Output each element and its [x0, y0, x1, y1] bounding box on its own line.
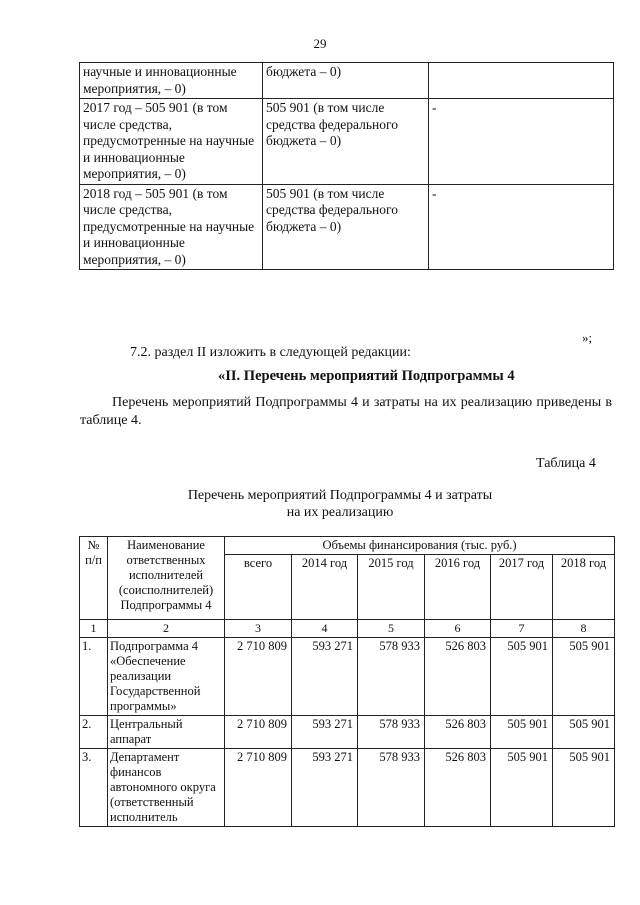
- table-cell: 505 901 (в том числе средства федерального бюджета – 0): [263, 99, 429, 185]
- value-cell: 578 933: [358, 749, 425, 827]
- value-cell: 505 901: [491, 749, 553, 827]
- table-cell: -: [429, 99, 614, 185]
- table-cell: [429, 63, 614, 99]
- value-cell: 526 803: [425, 716, 491, 749]
- table-cell: научные и инновационные мероприятия, – 0): [80, 63, 263, 99]
- value-cell: 593 271: [292, 749, 358, 827]
- value-cell: 593 271: [292, 638, 358, 716]
- col-header-total: всего: [225, 555, 292, 620]
- index-cell: 8: [553, 620, 615, 638]
- index-cell: 7: [491, 620, 553, 638]
- col-header-2017: 2017 год: [491, 555, 553, 620]
- table-title: [140, 487, 540, 521]
- value-cell: 526 803: [425, 749, 491, 827]
- value-cell: 578 933: [358, 638, 425, 716]
- table-cell: 505 901 (в том числе средства федерального бюджета – 0): [263, 184, 429, 270]
- value-cell: 505 901: [553, 638, 615, 716]
- col-header-number: № п/п: [80, 537, 108, 620]
- col-header-2015: 2015 год: [358, 555, 425, 620]
- body-paragraph: Перечень мероприятий Подпрограммы 4 и затраты на их реализацию приведены в таблице 4.: [80, 395, 612, 428]
- index-cell: 3: [225, 620, 292, 638]
- index-cell: 6: [425, 620, 491, 638]
- value-cell: 505 901: [491, 638, 553, 716]
- value-cell: 2 710 809: [225, 749, 292, 827]
- table-index-row: [80, 620, 615, 638]
- amendment-paragraph: 7.2. раздел II изложить в следующей редакции:: [130, 345, 411, 360]
- table-title-line: на их реализацию: [286, 505, 394, 520]
- row-name: Подпрограмма 4 «Обеспечение реализации Государственной программы»: [108, 638, 225, 716]
- row-number: 1.: [80, 638, 108, 716]
- table-title-line: Перечень мероприятий Подпрограммы 4 и затраты: [187, 488, 493, 503]
- col-header-2014: 2014 год: [292, 555, 358, 620]
- value-cell: 2 710 809: [225, 716, 292, 749]
- value-cell: 505 901: [491, 716, 553, 749]
- index-cell: 2: [108, 620, 225, 638]
- col-header-2018: 2018 год: [553, 555, 615, 620]
- table-row: [80, 184, 614, 270]
- table-label: Таблица 4: [536, 456, 596, 471]
- row-name: Департамент финансов автономного округа (ответственный исполнитель: [108, 749, 225, 827]
- table-4: [79, 536, 615, 827]
- value-cell: 593 271: [292, 716, 358, 749]
- table-cell: -: [429, 184, 614, 270]
- col-header-name: Наименование ответственных исполнителей (соисполнителей) Подпрограммы 4: [108, 537, 225, 620]
- col-header-2016: 2016 год: [425, 555, 491, 620]
- index-cell: 5: [358, 620, 425, 638]
- index-cell: 4: [292, 620, 358, 638]
- table-header-row: [80, 537, 615, 555]
- table-cell: 2018 год – 505 901 (в том числе средства, предусмотренные на научные и инновационные мероприятия, – 0): [80, 184, 263, 270]
- value-cell: 526 803: [425, 638, 491, 716]
- section-title: «II. Перечень мероприятий Подпрограммы 4: [218, 368, 515, 384]
- col-header-volume: Объемы финансирования (тыс. руб.): [225, 537, 615, 555]
- index-cell: 1: [80, 620, 108, 638]
- table-row: [80, 638, 615, 716]
- table-row: [80, 63, 614, 99]
- table-cell: бюджета – 0): [263, 63, 429, 99]
- page-number: 29: [313, 36, 327, 51]
- row-number: 3.: [80, 749, 108, 827]
- row-name: Центральный аппарат: [108, 716, 225, 749]
- table-row: [80, 99, 614, 185]
- row-number: 2.: [80, 716, 108, 749]
- closing-quote: »;: [582, 330, 593, 345]
- continuation-table: [79, 62, 614, 270]
- table-cell: 2017 год – 505 901 (в том числе средства, предусмотренные на научные и инновационные мероприятия, – 0): [80, 99, 263, 185]
- table-row: [80, 716, 615, 749]
- value-cell: 578 933: [358, 716, 425, 749]
- value-cell: 505 901: [553, 716, 615, 749]
- value-cell: 505 901: [553, 749, 615, 827]
- value-cell: 2 710 809: [225, 638, 292, 716]
- table-row: [80, 749, 615, 827]
